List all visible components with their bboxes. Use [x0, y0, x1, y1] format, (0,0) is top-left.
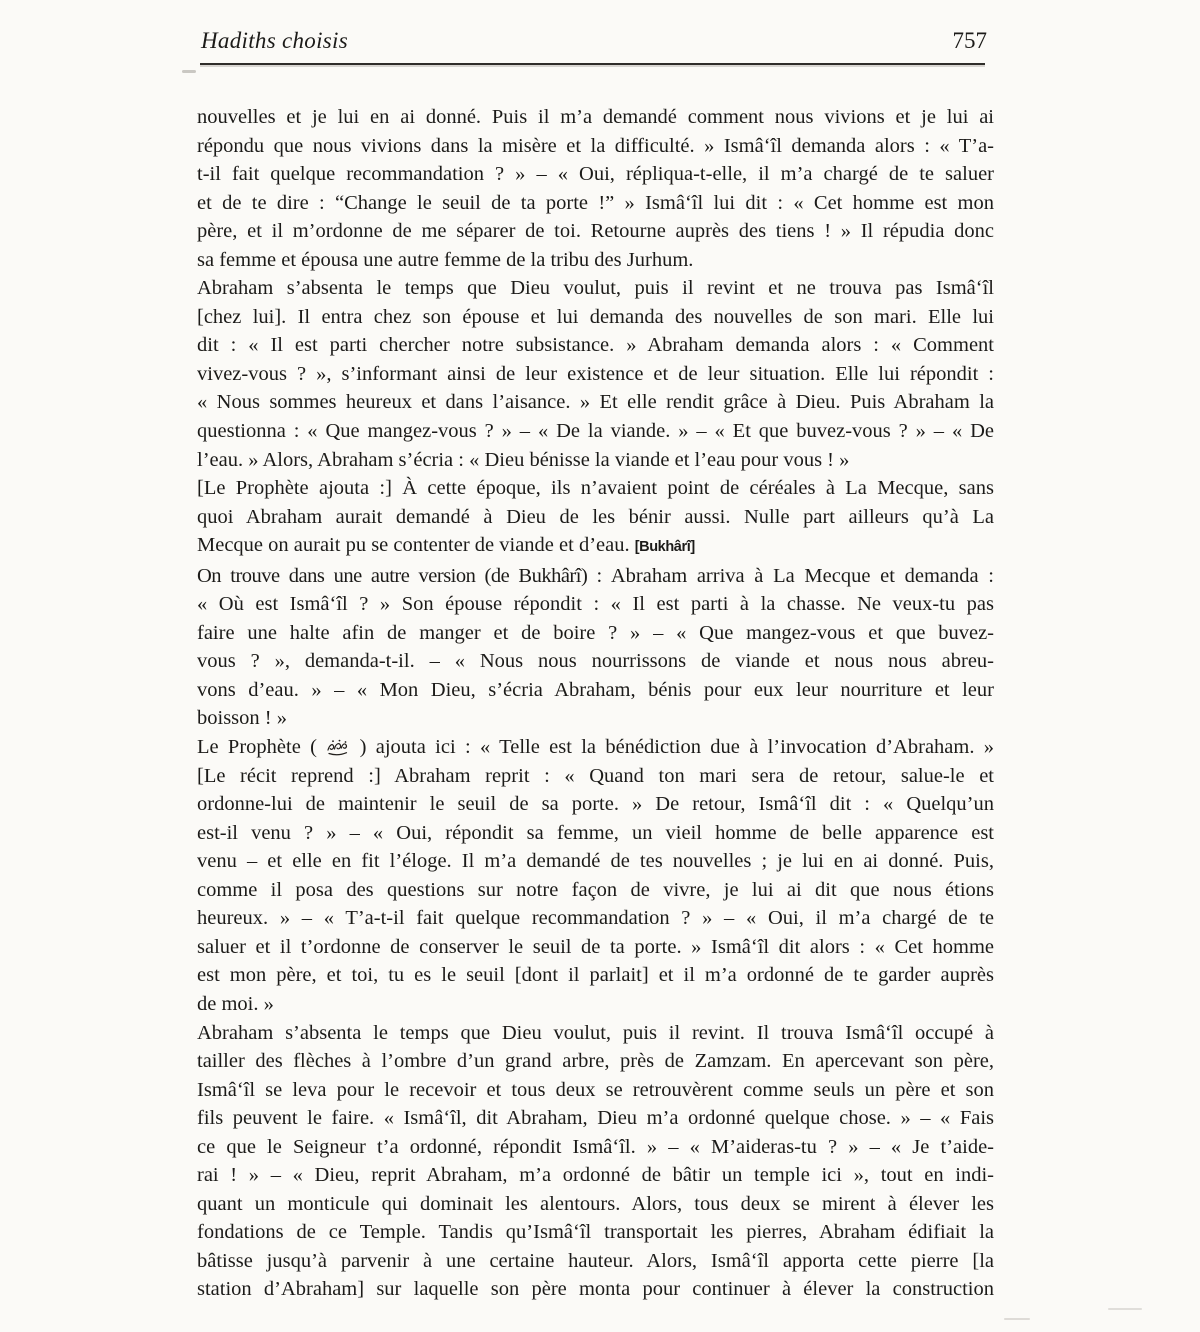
paragraph — [197, 1019, 994, 1304]
text-segment: quant un monticule qui dominait les alentours. Alors, tous deux se mirent à élever les — [197, 1192, 994, 1215]
text-segment: t-il fait quelque recommandation ? » – « Oui, répliqua-t-elle, il m’a chargé de te saluer — [197, 163, 994, 186]
text-line — [197, 1218, 994, 1247]
text-segment: sa femme et épousa une autre femme de la tribu des Jurhum. — [197, 248, 694, 271]
text-segment: Ismâ‘îl se leva pour le recevoir et tous deux se retrouvèrent comme seuls un père et son — [197, 1078, 994, 1101]
text-segment: vivez-vous ? », s’informant ainsi de leur existence et de leur situation. Elle lui répondit : — [197, 362, 994, 385]
text-line — [197, 189, 994, 218]
text-segment: Abraham s’absenta le temps que Dieu voulut, puis il revint. Il trouva Ismâ‘îl occupé à — [197, 1021, 994, 1044]
scan-artifact — [1004, 1318, 1030, 1320]
text-line — [197, 676, 994, 705]
text-segment: boisson ! » — [197, 707, 287, 730]
text-segment: est mon père, et toi, tu es le seuil [dont il parlait] et il m’a ordonné de te garder auprès — [197, 964, 994, 987]
text-segment: de moi. » — [197, 992, 274, 1015]
text-line — [197, 590, 994, 619]
text-line — [197, 246, 994, 275]
text-line — [197, 303, 994, 332]
text-segment: tailler des flèches à l’ombre d’un grand arbre, près de Zamzam. En apercevant son père, — [197, 1050, 994, 1073]
text-segment: fils peuvent le faire. « Ismâ‘îl, dit Abraham, Dieu m’a ordonné quelque chose. » – « Fais — [197, 1107, 994, 1130]
text-line — [197, 417, 994, 446]
text-segment: ) ajouta ici : « Telle est la bénédiction due à l’invocation d’Abraham. » — [359, 736, 995, 759]
text-line — [197, 647, 994, 676]
text-segment: Abraham s’absenta le temps que Dieu voulut, puis il revint et ne trouva pas Ismâ‘îl — [197, 277, 994, 300]
text-segment: bâtisse jusqu’à parvenir à une certaine hauteur. Alors, Ismâ‘îl apporta cette pierre [la — [197, 1249, 994, 1272]
text-segment: On trouve dans une autre version (de Bukhârî) : — [197, 564, 611, 587]
text-line — [197, 531, 994, 562]
scan-artifact — [1108, 1308, 1142, 1310]
text-segment: rai ! » – « Dieu, reprit Abraham, m’a ordonné de bâtir un temple ici », tout en indi- — [197, 1164, 994, 1187]
text-line — [197, 790, 994, 819]
text-segment: [Le Prophète ajouta :] À cette époque, ils n’avaient point de céréales à La Mecque, sans — [197, 477, 994, 500]
text-line — [197, 847, 994, 876]
page-header — [201, 28, 987, 54]
saw-calligraphy-icon — [326, 736, 350, 754]
text-segment: ce que le Seigneur t’a ordonné, répondit Ismâ‘îl. » – « M’aideras-tu ? » – « Je t’aide- — [197, 1135, 994, 1158]
text-line — [197, 1076, 994, 1105]
text-segment: heureux. » – « T’a-t-il fait quelque recommandation ? » – « Oui, il m’a chargé de te — [197, 907, 994, 930]
text-line — [197, 474, 994, 503]
paragraph — [197, 562, 994, 733]
text-segment: répondu que nous vivions dans la misère et la difficulté. » Ismâ‘îl demanda alors : « T’a- — [197, 134, 994, 157]
paragraph — [197, 733, 994, 1018]
text-line — [197, 1133, 994, 1162]
text-line — [197, 933, 994, 962]
text-line — [197, 961, 994, 990]
text-line — [197, 446, 994, 475]
text-segment: « Où est Ismâ‘îl ? » Son épouse répondit : « Il est parti à la chasse. Ne veux-tu pas — [197, 593, 994, 616]
text-line — [197, 388, 994, 417]
text-segment: Abraham arriva à La Mecque et demanda : — [610, 564, 994, 587]
text-segment: ordonne-lui de maintenir le seuil de sa porte. » De retour, Ismâ‘îl dit : « Quelqu’un — [197, 793, 994, 816]
text-line — [197, 503, 994, 532]
text-line — [197, 704, 994, 733]
page-number: 757 — [952, 28, 987, 53]
text-line — [197, 904, 994, 933]
text-segment: quoi Abraham aurait demandé à Dieu de les bénir aussi. Nulle part ailleurs qu’à La — [197, 505, 994, 528]
text-segment: saluer et il t’ordonne de conserver le seuil de ta porte. » Ismâ‘îl dit alors : « Cet homme — [197, 935, 994, 958]
text-segment: questionna : « Que mangez-vous ? » – « De la viande. » – « Et que buvez-vous ? » – « De — [197, 420, 994, 443]
text-segment: vous ? », demanda-t-il. – « Nous nous nourrissons de viande et nous nous abreu- — [197, 650, 994, 673]
text-segment: station d’Abraham] sur laquelle son père monta pour continuer à élever la construction — [197, 1278, 994, 1301]
text-line — [197, 562, 994, 591]
text-line — [197, 1104, 994, 1133]
paragraph — [197, 274, 994, 474]
text-line — [197, 733, 994, 762]
text-line — [197, 217, 994, 246]
text-line — [197, 1047, 994, 1076]
text-segment: vons d’eau. » – « Mon Dieu, s’écria Abraham, bénis pour eux leur nourriture et leur — [197, 678, 994, 701]
text-segment: père, et il m’ordonne de me séparer de toi. Retourne auprès des tiens ! » Il répudia donc — [197, 220, 994, 243]
text-segment: venu – et elle en fit l’éloge. Il m’a demandé de tes nouvelles ; je lui en ai donné. Puis, — [197, 850, 994, 873]
text-line — [197, 762, 994, 791]
paragraph — [197, 474, 994, 562]
text-segment: [Le récit reprend :] Abraham reprit : « Quand ton mari sera de retour, salue-le et — [197, 764, 994, 787]
text-line — [197, 1161, 994, 1190]
text-block — [197, 103, 994, 1304]
text-line — [197, 103, 994, 132]
text-segment: et de te dire : “Change le seuil de ta porte !” » Ismâ‘îl lui dit : « Cet homme est mon — [197, 191, 994, 214]
text-line — [197, 331, 994, 360]
scan-artifact — [182, 70, 196, 73]
text-segment: Mecque on aurait pu se contenter de viande et d’eau. — [197, 534, 635, 557]
paragraph — [197, 103, 994, 274]
text-line — [197, 132, 994, 161]
text-segment: « Nous sommes heureux et dans l’aisance. » Et elle rendit grâce à Dieu. Puis Abraham la — [197, 391, 994, 414]
text-line — [197, 1190, 994, 1219]
header-rule — [200, 63, 985, 65]
page-title: Hadiths choisis — [201, 28, 348, 53]
text-segment: Le Prophète ( — [197, 736, 317, 759]
text-segment: fondations de ce Temple. Tandis qu’Ismâ‘îl transportait les pierres, Abraham édifiait la — [197, 1221, 994, 1244]
text-line — [197, 160, 994, 189]
text-line — [197, 1019, 994, 1048]
text-line — [197, 819, 994, 848]
text-segment: dit : « Il est parti chercher notre subsistance. » Abraham demanda alors : « Comment — [197, 334, 994, 357]
source-badge: [Bukhârî] — [634, 539, 695, 556]
text-segment: [chez lui]. Il entra chez son épouse et lui demanda des nouvelles de son mari. Elle lui — [197, 305, 994, 328]
text-segment: comme il posa des questions sur notre façon de vivre, je lui ai dit que nous étions — [197, 878, 994, 901]
text-segment: nouvelles et je lui en ai donné. Puis il m’a demandé comment nous vivions et je lui ai — [197, 106, 994, 128]
text-line — [197, 1275, 994, 1304]
text-line — [197, 876, 994, 905]
text-line — [197, 274, 994, 303]
text-line — [197, 360, 994, 389]
text-segment: est-il venu ? » – « Oui, répondit sa femme, un vieil homme de belle apparence est — [197, 821, 994, 844]
text-line — [197, 1247, 994, 1276]
text-line — [197, 619, 994, 648]
text-segment: l’eau. » Alors, Abraham s’écria : « Dieu bénisse la viande et l’eau pour vous ! » — [197, 448, 850, 471]
text-line — [197, 990, 994, 1019]
text-segment: faire une halte afin de manger et de boire ? » – « Que mangez-vous et que buvez- — [197, 621, 994, 644]
